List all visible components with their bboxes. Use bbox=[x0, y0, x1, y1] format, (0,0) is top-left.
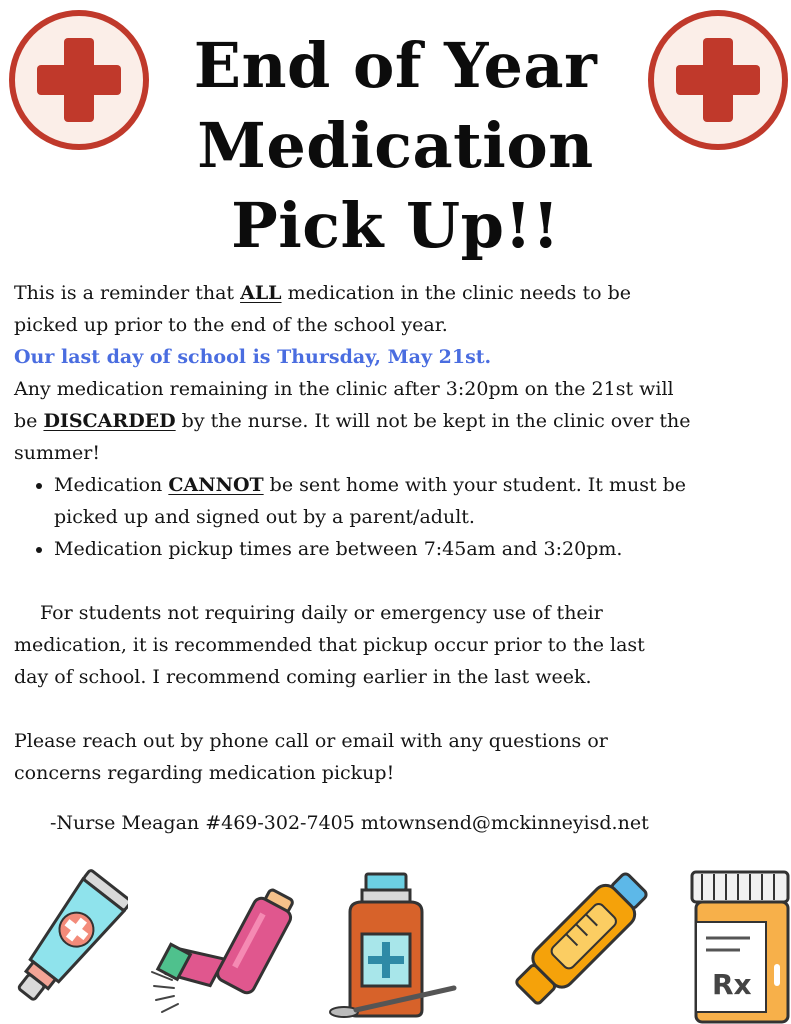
medical-cross-icon bbox=[647, 9, 789, 151]
last-day-notice: Our last day of school is Thursday, May 21st. bbox=[14, 346, 492, 368]
medical-cross-icon bbox=[8, 9, 150, 151]
rx-label: Rx bbox=[712, 968, 752, 1001]
epinephrine-pen-icon bbox=[498, 868, 654, 1020]
discard-line-3: summer! bbox=[14, 442, 100, 464]
list-item: • Medication pickup times are between 7:45am and 3:20pm. bbox=[54, 533, 784, 565]
cannot-emphasis: CANNOT bbox=[168, 474, 264, 496]
discarded-emphasis: DISCARDED bbox=[43, 410, 176, 432]
prescription-bottle-icon bbox=[688, 868, 791, 1024]
page-title bbox=[130, 26, 661, 266]
contact-line-1: Please reach out by phone call or email with any questions or bbox=[14, 730, 608, 752]
recommend-line-2: medication, it is recommended that pickup occur prior to the last bbox=[14, 634, 645, 656]
all-emphasis: ALL bbox=[240, 282, 282, 304]
discard-line-2: be DISCARDED by the nurse. It will not be kept in the clinic over the bbox=[14, 410, 691, 432]
notice-body bbox=[14, 277, 784, 839]
title-line-3: Pick Up!! bbox=[231, 189, 560, 262]
pickup-rules-list bbox=[14, 469, 784, 565]
intro-line-1: This is a reminder that ALL medication in the clinic needs to be bbox=[14, 282, 631, 304]
inhaler-icon bbox=[148, 876, 298, 1022]
list-item: • Medication CANNOT be sent home with your student. It must be picked up and signed out by a parent/adult. bbox=[54, 469, 784, 533]
medicine-bottle-spoon-icon bbox=[326, 870, 458, 1022]
intro-line-2: picked up prior to the end of the school year. bbox=[14, 314, 448, 336]
title-line-2: Medication bbox=[197, 109, 594, 182]
recommend-line-1: For students not requiring daily or emergency use of their bbox=[40, 602, 603, 624]
discard-line-1: Any medication remaining in the clinic after 3:20pm on the 21st will bbox=[14, 378, 674, 400]
contact-line-2: concerns regarding medication pickup! bbox=[14, 762, 395, 784]
ointment-tube-icon bbox=[4, 868, 128, 1018]
recommend-line-3: day of school. I recommend coming earlier in the last week. bbox=[14, 666, 592, 688]
nurse-signature: -Nurse Meagan #469-302-7405 mtownsend@mckinneyisd.net bbox=[50, 812, 649, 834]
title-line-1: End of Year bbox=[193, 29, 598, 102]
